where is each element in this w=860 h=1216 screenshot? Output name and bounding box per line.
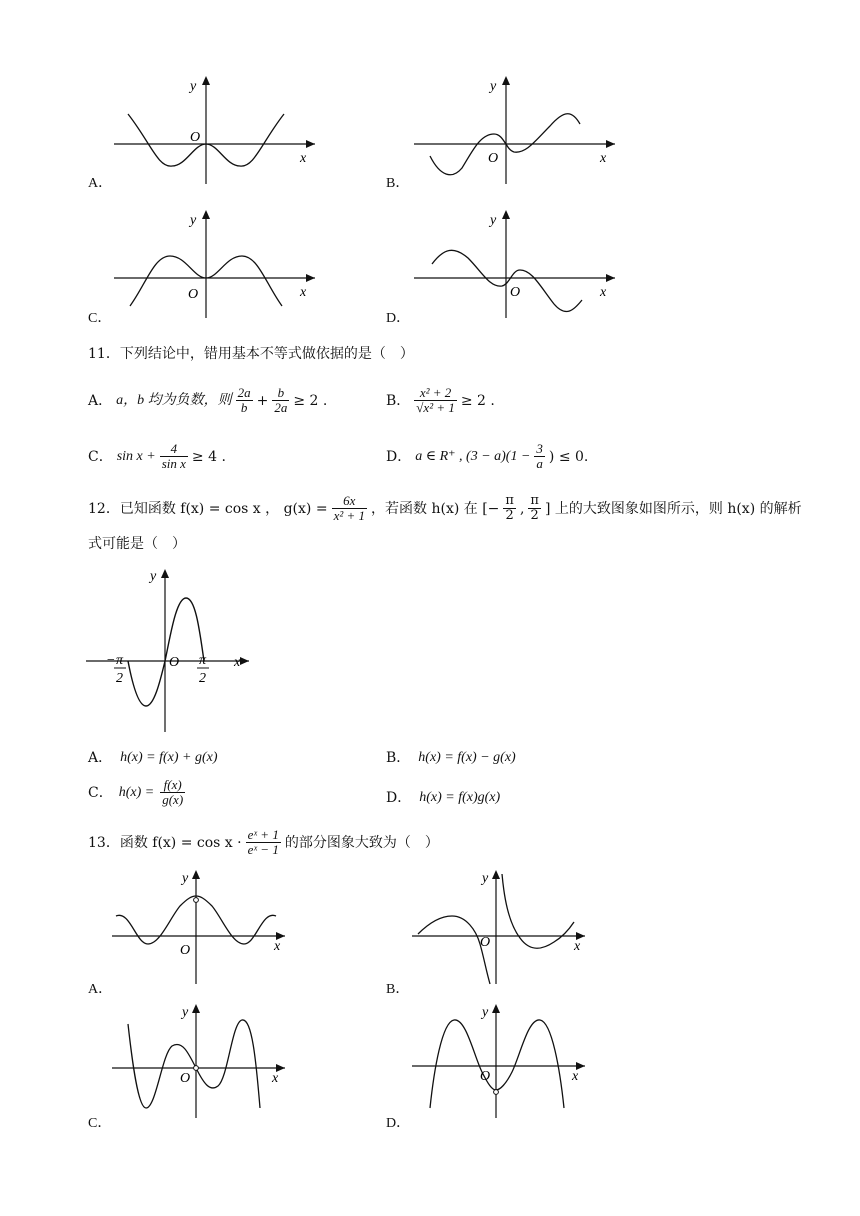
y-axis-label: y — [182, 1005, 189, 1020]
neg-pi-label: π — [116, 653, 124, 668]
q11-option-c — [88, 442, 226, 471]
pos-pi-label: π — [199, 653, 207, 668]
fraction: $\frac{6x}{\text{x² + 1}}$ — [333, 493, 366, 523]
fraction: $\frac{3}{a}$ — [536, 441, 543, 471]
origin-label: O — [488, 151, 499, 166]
q11-b-tail: ≥ 2 . — [460, 392, 495, 409]
origin-label: O — [169, 655, 180, 670]
graph-q10-c — [110, 206, 320, 321]
origin-label: O — [190, 130, 201, 145]
q12-option-b — [386, 748, 516, 768]
fraction: $\frac{f(x)}{g(x)}$ — [162, 777, 184, 807]
q12-d-expr: h(x) = f(x)g(x) — [419, 790, 501, 805]
fraction: $\frac{\text{x² + 2}}{\text{√x² + 1}}$ — [416, 385, 455, 415]
graph-q13-b — [410, 866, 590, 986]
fraction: $\frac{b}{2a}$ — [274, 385, 288, 415]
option-label: D． — [386, 448, 412, 465]
option-label: D． — [386, 1116, 411, 1131]
x-axis-label: x — [600, 285, 607, 300]
origin-label: O — [510, 285, 521, 300]
x-axis-label: x — [600, 151, 607, 166]
option-label: D． — [386, 790, 412, 806]
graph-q13-a — [110, 866, 290, 986]
origin-label: O — [480, 935, 491, 950]
y-axis-label: y — [190, 213, 197, 228]
y-axis-label: y — [482, 871, 489, 886]
graph-q13-d — [410, 1000, 590, 1120]
x-axis-label: x — [574, 939, 581, 954]
y-axis-label: y — [150, 569, 157, 584]
option-label: C． — [88, 1116, 112, 1131]
x-axis-label: x — [272, 1071, 279, 1086]
q11-a-tail: ≥ 2 . — [293, 392, 328, 409]
y-axis-label: y — [490, 79, 497, 94]
option-label: A． — [88, 750, 113, 766]
fraction: $\frac{2a}{b}$ — [237, 385, 251, 415]
x-axis-label: x — [572, 1069, 579, 1084]
y-axis-label: y — [182, 871, 189, 886]
fraction: $\frac{\pi}{2}$ — [505, 493, 514, 523]
option-label: A． — [88, 176, 113, 191]
fraction: $\frac{4}{\text{sin x}}$ — [161, 441, 186, 471]
option-label: C． — [88, 784, 113, 801]
neg-two-label: 2 — [116, 671, 123, 686]
option-label: A． — [88, 982, 113, 997]
option-label: B． — [386, 750, 411, 766]
q11-a-text: a，b 均为负数，则 — [116, 392, 232, 408]
x-axis-label: x — [274, 939, 281, 954]
graph-q10-a — [110, 72, 320, 187]
origin-label: O — [180, 1071, 191, 1086]
q11-d-tail: ) ≤ 0. — [548, 448, 589, 465]
q11-option-d — [386, 442, 588, 471]
q12-a-expr: h(x) = f(x) + g(x) — [120, 750, 218, 765]
question-11-stem: 11．下列结论中，错用基本不等式做依据的是（ ） — [88, 346, 414, 362]
q11-option-a: A． a，b 均为负数，则 $\frac{2a}{b}$ + $\frac{b}{2a}$ ≥ 2 . — [88, 385, 328, 415]
graph-q10-d — [410, 206, 620, 321]
q11-c-tail: ≥ 4 . — [191, 448, 226, 465]
option-label: B． — [386, 392, 411, 409]
question-12-stem: 12．已知函数 f(x) = cos x ， g(x) = $\frac{6x}{\text{x² + 1}}$ ，若函数 h(x) 在 [− $\frac{\pi}{2}$ , $\frac{\pi}{2}$ ] 上的大致图象如图所示，则 h(x) 的解析 — [88, 493, 802, 523]
graph-q12 — [84, 564, 254, 734]
option-label: C． — [88, 311, 112, 326]
question-12-stem-cont: 式可能是（ ） — [88, 536, 186, 552]
x-axis-label: x — [300, 285, 307, 300]
x-axis-label: x — [234, 655, 241, 670]
q12-option-c — [88, 778, 185, 807]
graph-q10-b — [410, 72, 620, 187]
option-label: B． — [386, 176, 410, 191]
minus-sign: − — [106, 653, 116, 668]
q12-c-lhs: h(x) = — [118, 784, 155, 800]
x-axis-label: x — [300, 151, 307, 166]
q12-option-a — [88, 748, 218, 768]
y-axis-label: y — [490, 213, 497, 228]
y-axis-label: y — [482, 1005, 489, 1020]
q12-b-expr: h(x) = f(x) − g(x) — [418, 750, 516, 765]
fraction: $\frac{\pi}{2}$ — [530, 493, 539, 523]
option-label: D． — [386, 311, 411, 326]
question-13-stem: 13．函数 f(x) = cos x · $\frac{\text{eˣ + 1}}{\text{eˣ − 1}}$ 的部分图象大致为（ ） — [88, 827, 439, 857]
fraction: $\frac{\text{eˣ + 1}}{\text{eˣ − 1}}$ — [247, 827, 279, 857]
q11-d-text: a ∈ R⁺ , (3 − a)(1 − — [415, 448, 531, 464]
option-label: C． — [88, 448, 113, 465]
graph-q13-c — [110, 1000, 290, 1120]
option-label: B． — [386, 982, 410, 997]
q11-c-text: sin x + — [116, 448, 156, 464]
q12-option-d — [386, 788, 500, 808]
origin-label: O — [180, 943, 191, 958]
pos-two-label: 2 — [199, 671, 206, 686]
origin-label: O — [480, 1069, 491, 1084]
option-label: A． — [88, 392, 113, 409]
y-axis-label: y — [190, 79, 197, 94]
q11-option-b — [386, 386, 495, 415]
origin-label: O — [188, 287, 199, 302]
